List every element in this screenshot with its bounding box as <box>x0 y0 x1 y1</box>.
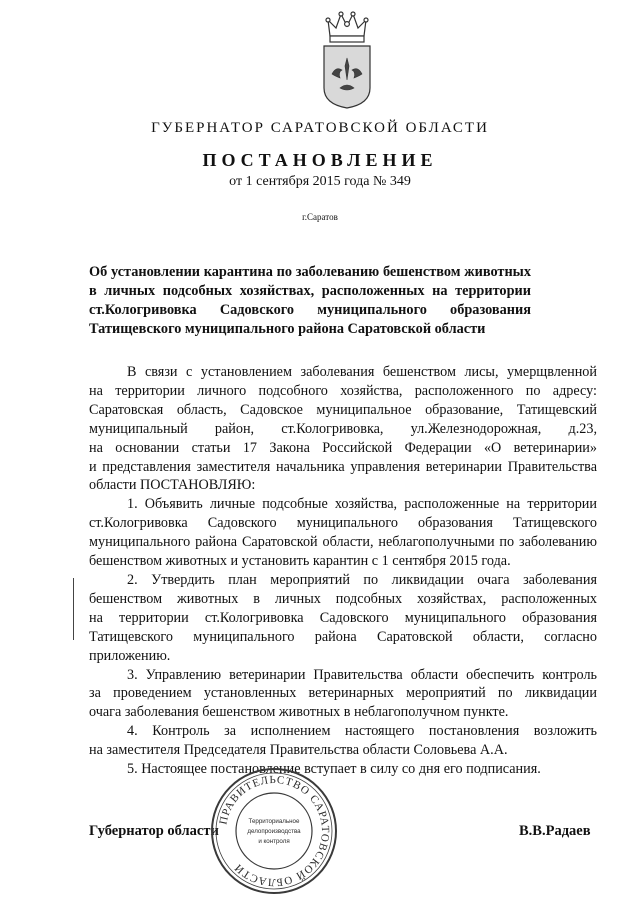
body-line: и представления заместителя начальника управления ветеринарии Правительства <box>89 458 597 475</box>
issuing-authority: ГУБЕРНАТОР САРАТОВСКОЙ ОБЛАСТИ <box>151 120 489 136</box>
coat-of-arms-icon <box>318 8 376 110</box>
body-line: на заместителя Председателя Правительства области Соловьева А.А. <box>89 742 508 759</box>
svg-text:ПРАВИТЕЛЬСТВО САРАТОВСКОЙ ОБЛА: ПРАВИТЕЛЬСТВО САРАТОВСКОЙ ОБЛАСТИ <box>217 773 332 889</box>
document-subject <box>89 263 531 339</box>
body-line: на территории ст.Кологривовка Садовского муниципального образования <box>89 609 597 626</box>
signer-name: В.В.Радаев <box>519 823 591 839</box>
list-item <box>89 495 597 571</box>
body-line: ст.Кологривовка Садовского муниципального образования Татищевского <box>89 515 597 532</box>
body-line: Татищевского муниципального района Саратовской области, согласно <box>89 628 597 645</box>
list-item <box>89 760 597 779</box>
body-line: 2. Утвердить план мероприятий по ликвидации очага заболевания <box>127 571 597 588</box>
body-line: 3. Управлению ветеринарии Правительства области обеспечить контроль <box>127 666 597 683</box>
subject-line: ст.Кологривовка Садовского муниципального образования <box>89 302 531 318</box>
body-line: 1. Объявить личные подсобные хозяйства, расположенные на территории <box>127 496 597 513</box>
subject-line: в личных подсобных хозяйствах, расположенных на территории <box>89 283 531 299</box>
body-line: приложению. <box>89 647 171 664</box>
body-line: 5. Настоящее постановление вступает в силу со дня его подписания. <box>127 761 541 778</box>
subject-line: Татищевского муниципального района Саратовской области <box>89 321 486 337</box>
svg-text:делопроизводства: делопроизводства <box>247 828 301 835</box>
body-line: за проведением установленных ветеринарных мероприятий по ликвидации <box>89 685 597 702</box>
body-line: 4. Контроль за исполнением настоящего постановления возложить <box>127 723 597 740</box>
list-item <box>89 722 597 760</box>
svg-text:и контроля: и контроля <box>258 838 290 845</box>
list-item <box>89 666 597 723</box>
document-city: г.Саратов <box>302 212 338 222</box>
document-body <box>89 363 597 779</box>
subject-line: Об установлении карантина по заболеванию бешенством животных <box>89 264 531 280</box>
preamble-paragraph <box>89 363 597 495</box>
margin-mark <box>73 578 74 640</box>
signer-title: Губернатор области <box>89 823 219 839</box>
official-seal-stamp <box>208 765 340 897</box>
body-line: В связи с установлением заболевания бешенством лисы, умерщвленной <box>127 364 597 380</box>
body-line: муниципальный район, ст.Кологривовка, ул.Железнодорожная, д.23, <box>89 420 597 437</box>
body-line: очага заболевания бешенством животных в неблагополучном пункте. <box>89 704 509 721</box>
body-line: на территории личного подсобного хозяйства, расположенного по адресу: <box>89 382 597 399</box>
body-line: бешенством животных и установить карантин с 1 сентября 2015 года. <box>89 553 511 570</box>
list-item <box>89 571 597 666</box>
body-line: бешенством животных в личных подсобных хозяйствах, расположенных <box>89 590 597 607</box>
svg-text:Территориальное: Территориальное <box>248 818 300 825</box>
body-line: Саратовская область, Садовское муниципальное образование, Татищевский <box>89 401 597 418</box>
body-line: муниципального района Саратовской области, неблагополучными по заболеванию <box>89 534 597 551</box>
body-line: области ПОСТАНОВЛЯЮ: <box>89 477 256 494</box>
document-type-title: ПОСТАНОВЛЕНИЕ <box>202 150 438 170</box>
body-line: на основании статьи 17 Закона Российской Федерации «О ветеринарии» <box>89 439 597 456</box>
document-date-number: от 1 сентября 2015 года № 349 <box>229 174 411 189</box>
